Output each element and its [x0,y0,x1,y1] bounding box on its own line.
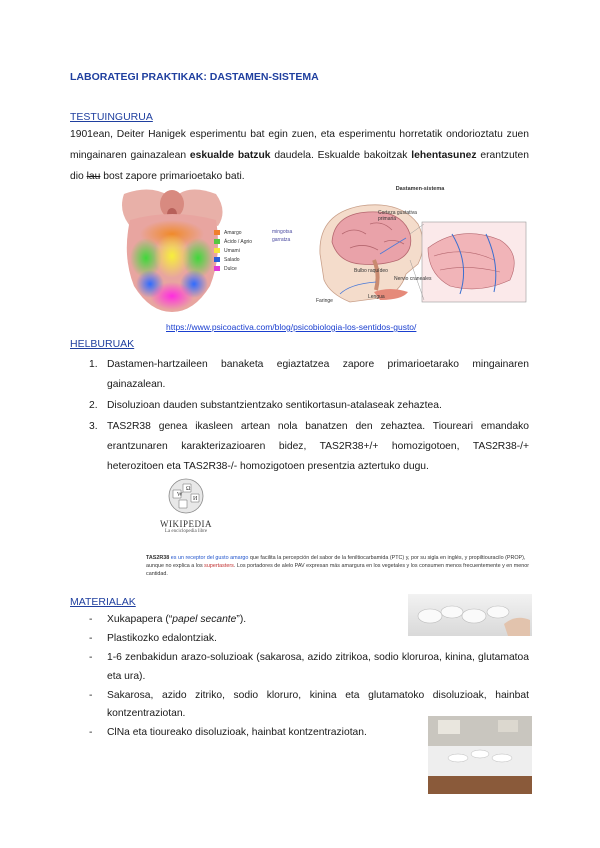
material-text: Sakarosa, azido zitriko, sodio kloruro, kinina eta glutamatoko disoluzioak, hainbat kontzentraziotan. [107,689,529,719]
section-heading-materials: MATERIALAK [70,596,136,608]
taste-legend [214,228,252,273]
goal-item [70,355,529,395]
lab-illustration [428,716,532,794]
tongue-figure [120,186,310,314]
list-dash: - [89,689,93,701]
wiki-text-1: es un receptor del gusto amargo [169,555,249,561]
goal-text: Dastamen-hartzaileen banaketa egiaztatzea zapore primarioetarako mingainaren gainazalean. [107,359,529,390]
wiki-text-3: . Los portadores de alelo PAV expresan más amargura en los vegetales y los consumen menos frecuentemente y en menor cantidad. [146,563,530,578]
material-item [70,630,427,649]
goal-number: 3. [89,421,98,432]
legend-swatch [214,239,220,244]
material-item [70,611,427,630]
legend-note-2: garratza [272,237,291,243]
svg-text:Ω: Ω [186,486,191,492]
wiki-red-term: supertasters [204,563,234,570]
context-text-4: bost zapore primarioetako bati. [100,171,245,182]
goals-list [70,355,529,478]
brain-label: Corteza gustativa primaria [378,210,417,222]
section-heading-goals: HELBURUAK [70,338,135,350]
legend-swatch [214,230,220,235]
wikipedia-excerpt [146,554,532,579]
legend-item [214,228,252,237]
legend-item [214,237,252,246]
context-strike: lau [86,171,101,182]
page-title: LABORATEGI PRAKTIKAK: DASTAMEN-SISTEMA [70,71,319,83]
material-text-post: ”). [236,614,247,625]
material-item [70,724,427,743]
svg-text:W: W [177,492,183,498]
material-text: Plastikozko edalontziak. [107,633,217,644]
context-paragraph [70,124,529,187]
section-heading-context: TESTUINGURUA [70,111,153,123]
wikipedia-tagline: La enciclopedia libre [164,529,208,534]
brain-label: Nervio craneales [394,276,432,282]
goal-text: TAS2R38 genea ikasleen artean nola banatzen den zehaztea. Tioureari emandako erantzunaren karakterizazioaren bidez, TAS2R38+/+ homozigotoen, TAS2R38-/+ heterozitoen eta TAS2R38-/- homozigotoen presentzia aztertuko dugu. [107,421,529,472]
goal-item [70,417,529,477]
wikipedia-logo [146,476,226,546]
legend-item [214,264,252,273]
context-text-1: 1901ean, Deiter Hanigek esperimentu bat egin zuen, eta esperimentu horretatik ondorioztatu zuen mingainaren gainazalean [70,129,529,161]
brain-figure-title: Dastamen-sistema [395,186,445,192]
list-dash: - [89,614,93,625]
goal-number: 2. [89,400,98,411]
brain-label: Lengua [368,294,385,300]
wikipedia-globe-icon [161,476,211,514]
brain-label: Faringe [316,298,333,304]
wikipedia-wordmark: WIKIPEDIA [160,519,212,529]
material-text: 1-6 zenbakidun arazo-soluzioak (sakarosa, azido zitrikoa, sodio kloruroa, kinina, glutamatoa eta ura). [107,652,529,682]
svg-text:И: И [193,496,198,502]
goal-text: Disoluzioan dauden substantzientzako sentikortasun-atalaseak zehaztea. [107,400,442,411]
wiki-lead: TAS2R38 [146,555,170,561]
material-text: ClNa eta tioureako disoluzioak, hainbat kontzentraziotan. [107,727,367,738]
wiki-text-2: que facilita la percepción del sabor de la feniltiocarbamida (PTC) y, por su sigla en inglés, y propiltiouracilo (PROP), aunque no explica a los [146,555,526,570]
goal-item [70,396,529,416]
lab-photo [428,716,532,794]
legend-label: Amargo [224,229,242,236]
legend-note: mingotsa [272,229,293,235]
brain-illustration [310,194,530,312]
list-dash: - [89,727,93,738]
material-text: Xukapapera (“ [107,614,173,625]
legend-label: Ácido / Agrio [224,238,253,245]
legend-label: Salado [224,256,240,263]
cups-photo [408,594,532,636]
context-bold-1: eskualde batzuk [189,150,271,161]
list-dash: - [89,652,93,663]
material-italic: papel secante [172,614,237,625]
material-item [70,649,529,686]
cups-illustration [408,594,532,636]
context-bold-2: lehentasunez [411,150,477,161]
legend-item [214,246,252,255]
brain-label: Bulbo raquídeo [354,268,388,274]
legend-swatch [214,266,220,271]
context-text-3: erantzuten dio [70,150,529,182]
legend-label: Dulce [224,265,237,272]
legend-swatch [214,257,220,262]
source-link[interactable]: https://www.psicoactiva.com/blog/psicobiologia-los-sentidos-gusto/ [166,322,417,332]
legend-item [214,255,252,264]
brain-figure [310,186,530,314]
list-dash: - [89,633,93,644]
legend-label: Umami [224,247,240,254]
goal-number: 1. [89,359,98,370]
legend-swatch [214,248,220,253]
context-text-2: daudela. Eskualde bakoitzak [270,150,412,161]
